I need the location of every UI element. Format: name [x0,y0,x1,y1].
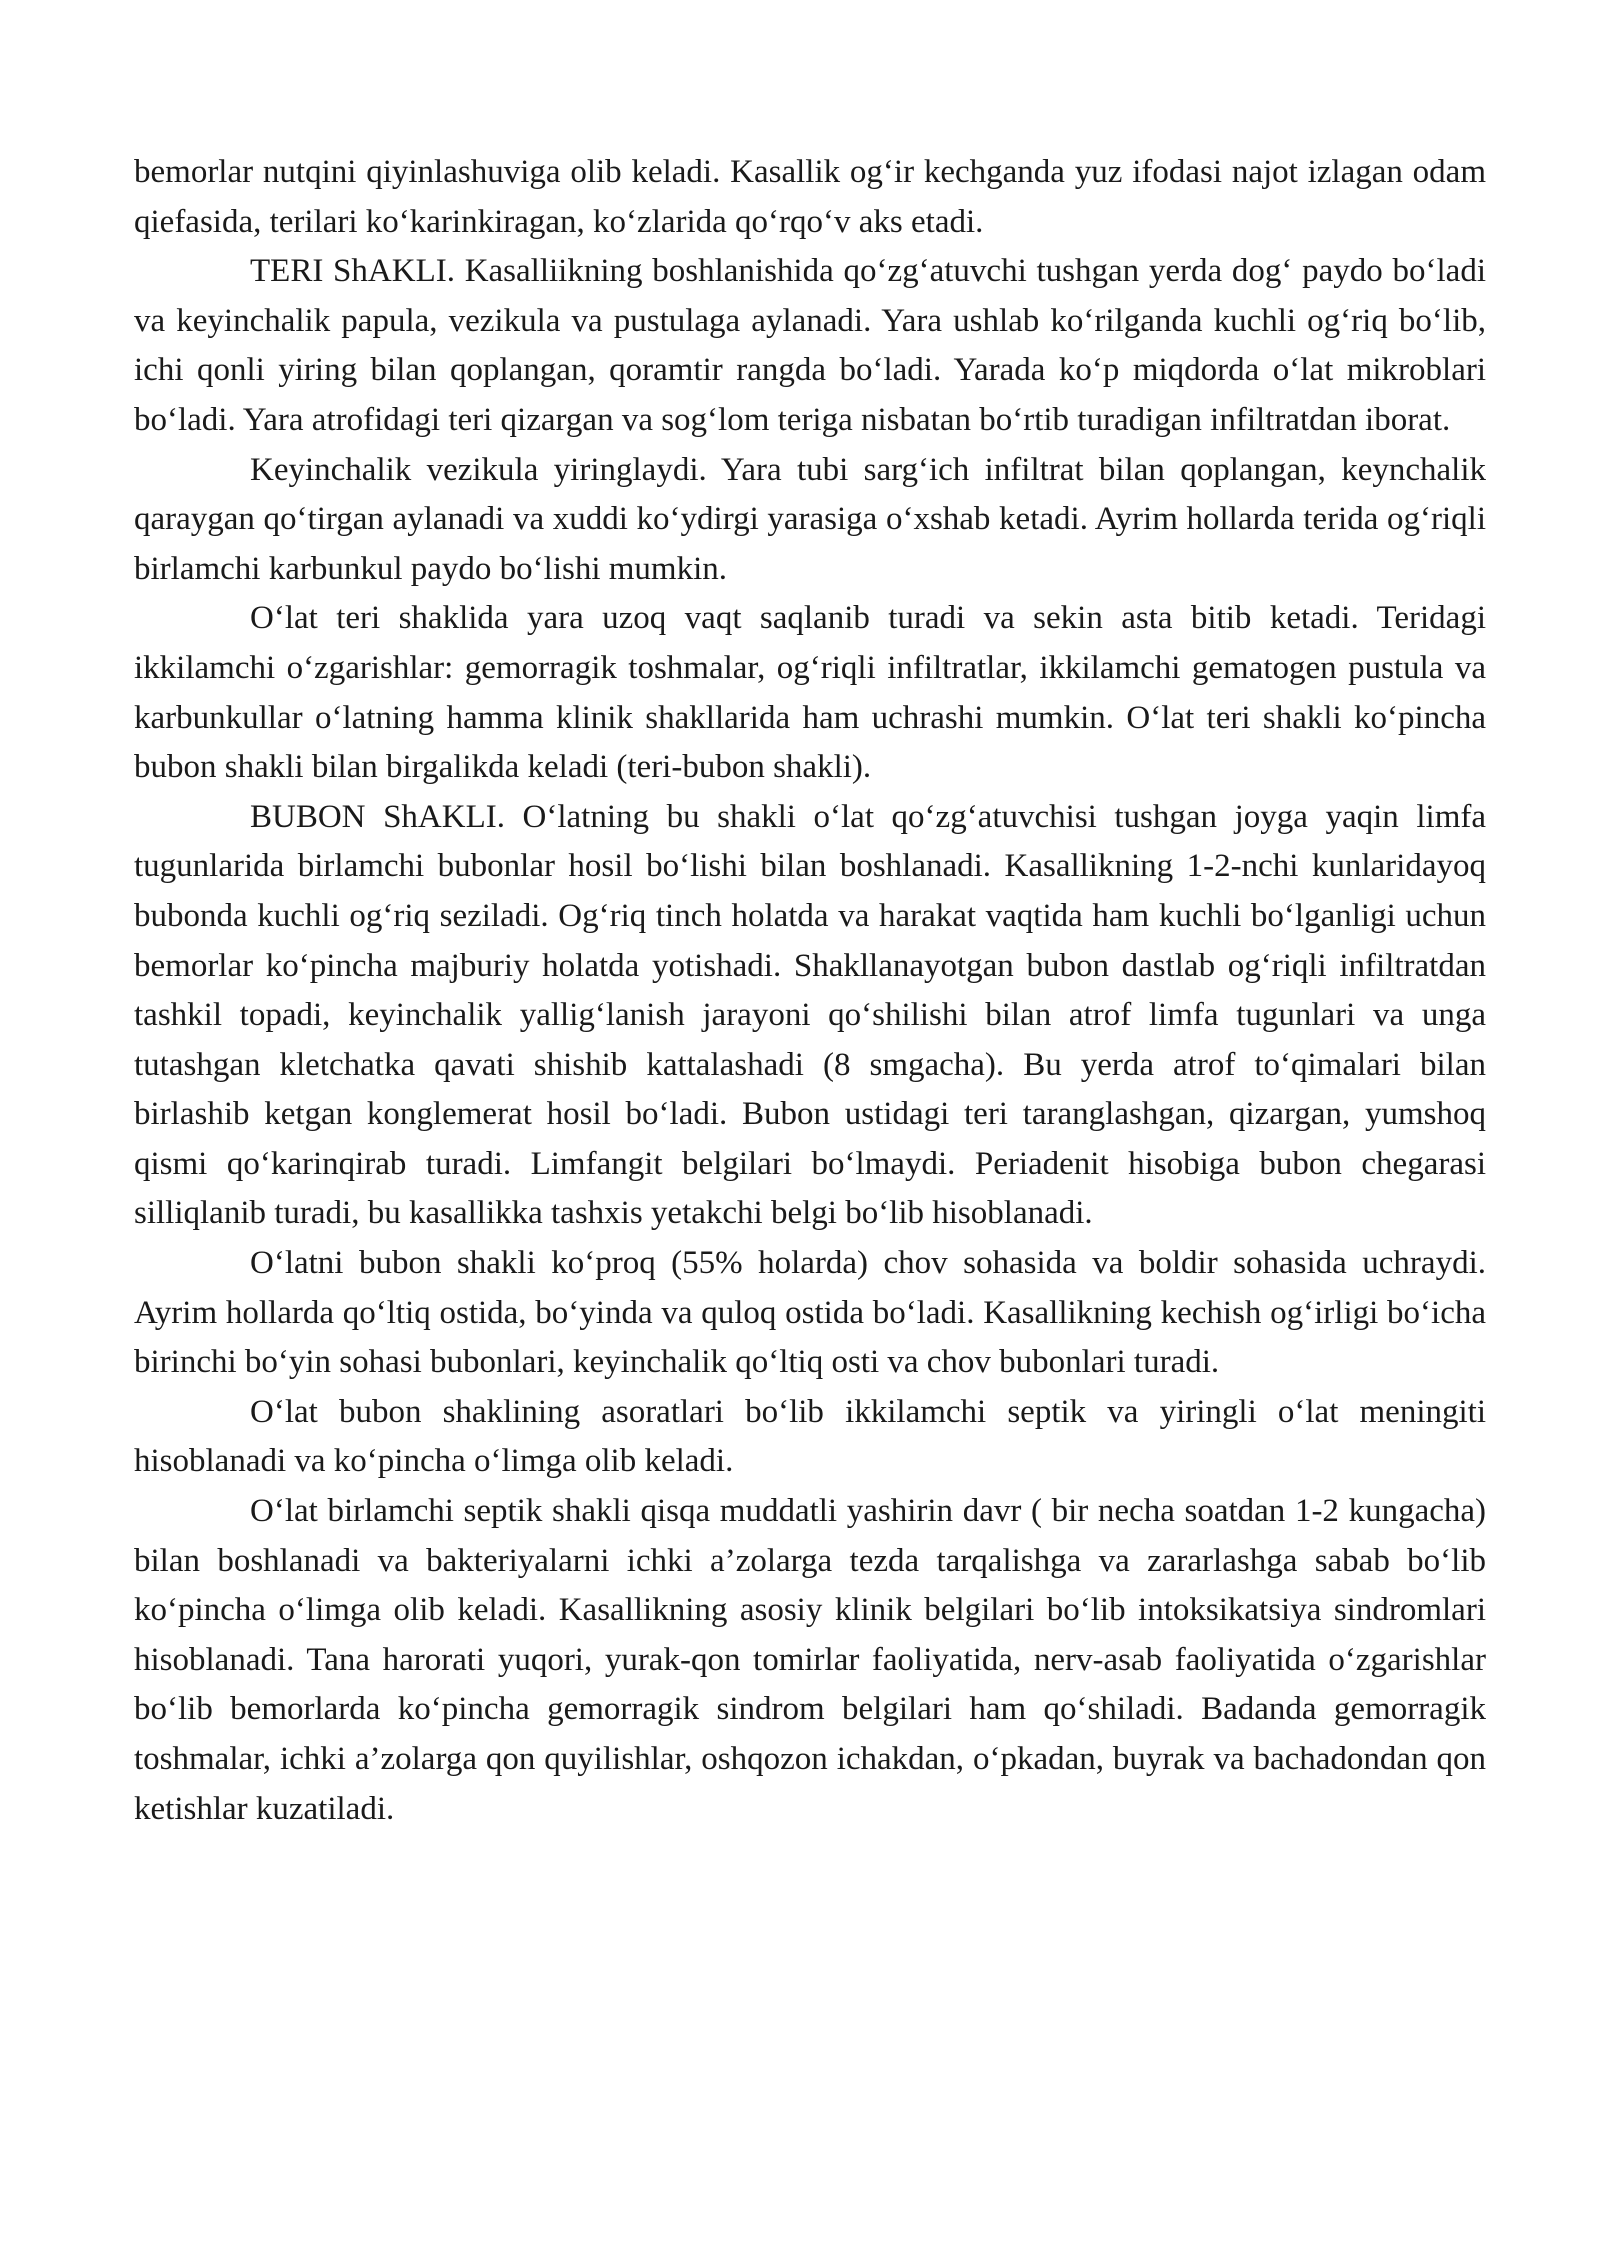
paragraph-teri-shakli: TERI ShAKLI. Kasalliikning boshlanishida qo‘zg‘atuvchi tushgan yerda dog‘ paydo bo‘ladi va keyinchalik papula, vezikula va pustulaga aylanadi. Yara ushlab ko‘rilganda kuchli og‘riq bo‘lib, ichi qonli yiring bilan qoplangan, qoramtir rangda bo‘ladi. Yarada ko‘p miqdorda o‘lat mikroblari bo‘ladi. Yara atrofidagi teri qizargan va sog‘lom teriga nisbatan bo‘rtib turadigan infiltratdan iborat. [134,253,1486,438]
paragraph-bubon-localization: O‘latni bubon shakli ko‘proq (55% holarda) chov sohasida va boldir sohasida uchraydi. Ayrim hollarda qo‘ltiq ostida, bo‘yinda va quloq ostida bo‘ladi. Kasallikning kechish og‘irligi bo‘icha birinchi bo‘yin sohasi bubonlari, keyinchalik qo‘ltiq osti va chov bubonlari turadi. [134,1245,1486,1381]
paragraph-septik-shakli: O‘lat birlamchi septik shakli qisqa muddatli yashirin davr ( bir necha soatdan 1-2 kungacha) bilan boshlanadi va bakteriyalarni ichki a’zolarga tezda tarqalishga va zararlashga sabab bo‘lib ko‘pincha o‘limga olib keladi. Kasallikning asosiy klinik belgilari bo‘lib intoksikatsiya sindromlari hisoblanadi. Tana harorati yuqori, yurak-qon tomirlar faoliyatida, nerv-asab faoliyatida o‘zgarishlar bo‘lib bemorlarda ko‘pincha gemorragik sindrom belgilari ham qo‘shiladi. Badanda gemorragik toshmalar, ichki a’zolarga qon quyilishlar, oshqozon ichakdan, o‘pkadan, buyrak va bachadondan qon ketishlar kuzatiladi. [134,1493,1486,1827]
paragraph-teri-shaklida: O‘lat teri shaklida yara uzoq vaqt saqlanib turadi va sekin asta bitib ketadi. Teridagi ikkilamchi o‘zgarishlar: gemorragik toshmalar, og‘riqli infiltratlar, ikkilamchi gematogen pustula va karbunkullar o‘latning hamma klinik shakllarida ham uchrashi mumkin. O‘lat teri shakli ko‘pincha bubon shakli bilan birgalikda keladi (teri-bubon shakli). [134,600,1486,786]
paragraph-bubon-shakli: BUBON ShAKLI. O‘latning bu shakli o‘lat qo‘zg‘atuvchisi tushgan joyga yaqin limfa tugunlarida birlamchi bubonlar hosil bo‘lishi bilan boshlanadi. Kasallikning 1-2-nchi kunlaridayoq bubonda kuchli og‘riq seziladi. Og‘riq tinch holatda va harakat vaqtida ham kuchli bo‘lganligi uchun bemorlar ko‘pincha majburiy holatda yotishadi. Shakllanayotgan bubon dastlab og‘riqli infiltratdan tashkil topadi, keyinchalik yallig‘lanish jarayoni qo‘shilishi bilan atrof limfa tugunlari va unga tutashgan kletchatka qavati shishib kattalashadi (8 smgacha). Bu yerda atrof to‘qimalari bilan birlashib ketgan konglemerat hosil bo‘ladi. Bubon ustidagi teri taranglashgan, qizargan, yumshoq qismi qo‘karinqirab turadi. Limfangit belgilari bo‘lmaydi. Periadenit hisobiga bubon chegarasi silliqlanib turadi, bu kasallikka tashxis yetakchi belgi bo‘lib hisoblanadi. [134,798,1486,1232]
paragraph-bubon-complications: O‘lat bubon shaklining asoratlari bo‘lib ikkilamchi septik va yiringli o‘lat meningiti hisoblanadi va ko‘pincha o‘limga olib keladi. [134,1393,1486,1480]
document-body [134,148,1486,1834]
paragraph-vezikula: Keyinchalik vezikula yiringlaydi. Yara tubi sarg‘ich infiltrat bilan qoplangan, keynchalik qaraygan qo‘tirgan aylanadi va xuddi ko‘ydirgi yarasiga o‘xshab ketadi. Ayrim hollarda terida og‘riqli birlamchi karbunkul paydo bo‘lishi mumkin. [134,451,1486,587]
paragraph-continuation: bemorlar nutqini qiyinlashuviga olib keladi. Kasallik og‘ir kechganda yuz ifodasi najot izlagan odam qiefasida, terilari ko‘karinkiragan, ko‘zlarida qo‘rqo‘v aks etadi. [134,154,1486,240]
